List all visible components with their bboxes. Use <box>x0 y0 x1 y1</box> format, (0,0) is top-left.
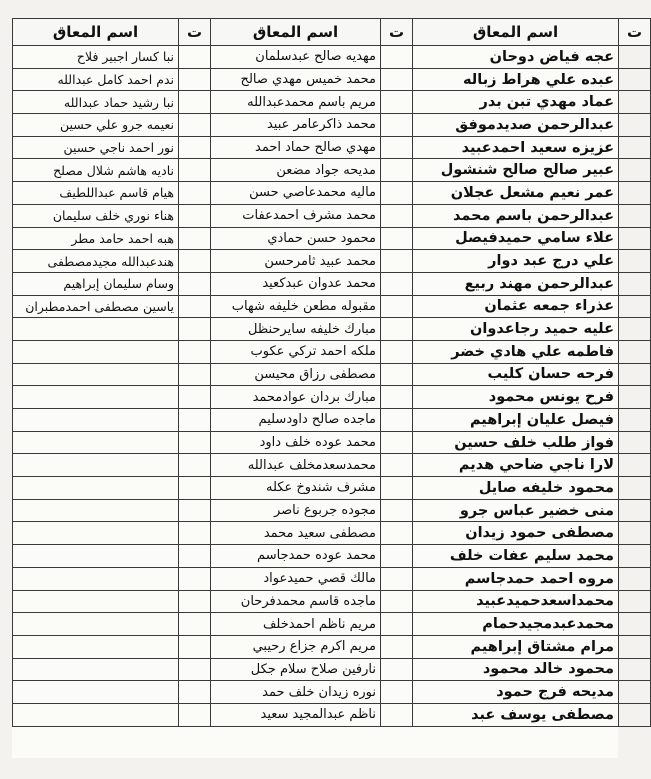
name-cell: فاطمه علي هادي خضر <box>413 340 619 363</box>
name-cell: نبا رشيد حماد عبدالله <box>13 91 179 114</box>
name-cell <box>13 703 179 726</box>
name-cell: عزيزه سعيد احمدعبيد <box>413 136 619 159</box>
name-cell: محمداسعدحميدعبيد <box>413 590 619 613</box>
name-cell: ملكه احمد تركي عكوب <box>211 340 381 363</box>
row-number-cell <box>619 658 651 681</box>
name-cell: هيام قاسم عبداللطيف <box>13 182 179 205</box>
name-cell: علاء سامي حميدفيصل <box>413 227 619 250</box>
row-number-cell <box>381 182 413 205</box>
name-cell: مريم اكرم جزاع رحيبي <box>211 635 381 658</box>
row-number-cell <box>381 250 413 273</box>
name-cell: مروه احمد حمدجاسم <box>413 567 619 590</box>
name-cell: مصطفى حمود زيدان <box>413 522 619 545</box>
name-cell <box>13 590 179 613</box>
name-cell: ناظم عبدالمجيد سعيد <box>211 703 381 726</box>
row-number-cell <box>179 409 211 432</box>
row-number-cell <box>179 454 211 477</box>
name-cell: مجوده جربوع ناصر <box>211 499 381 522</box>
row-number-cell <box>179 431 211 454</box>
row-number-cell <box>179 227 211 250</box>
name-cell <box>13 386 179 409</box>
table-row <box>13 635 651 658</box>
name-cell <box>13 681 179 704</box>
row-number-cell <box>179 499 211 522</box>
table-row <box>13 272 651 295</box>
name-cell: فواز طلب خلف حسين <box>413 431 619 454</box>
table-row <box>13 363 651 386</box>
name-cell: فيصل عليان إبراهيم <box>413 409 619 432</box>
name-cell: ندم احمد كامل عبدالله <box>13 68 179 91</box>
row-number-cell <box>179 182 211 205</box>
row-number-cell <box>381 159 413 182</box>
row-number-cell <box>619 454 651 477</box>
row-number-cell <box>381 114 413 137</box>
name-cell: مصطفى يوسف عبد <box>413 703 619 726</box>
row-number-cell <box>381 613 413 636</box>
row-number-cell <box>179 681 211 704</box>
name-cell <box>13 318 179 341</box>
name-cell <box>13 499 179 522</box>
name-cell: مشرف شندوخ عكله <box>211 477 381 500</box>
name-cell: هندعبدالله مجيدمصطفى <box>13 250 179 273</box>
row-number-cell <box>381 522 413 545</box>
row-number-cell <box>381 91 413 114</box>
name-cell: عماد مهدي تبن بدر <box>413 91 619 114</box>
table-row <box>13 295 651 318</box>
row-number-cell <box>179 295 211 318</box>
table-row <box>13 182 651 205</box>
row-number-cell <box>179 703 211 726</box>
name-cell: مقبوله مطعن خليفه شهاب <box>211 295 381 318</box>
name-cell: محمود خليفه صايل <box>413 477 619 500</box>
row-number-cell <box>619 635 651 658</box>
table-row <box>13 681 651 704</box>
row-number-cell <box>381 386 413 409</box>
name-cell: علي درج عبد دوار <box>413 250 619 273</box>
name-cell: عبير صالح صالح شنشول <box>413 159 619 182</box>
row-number-cell <box>381 454 413 477</box>
table-row <box>13 136 651 159</box>
table-row <box>13 545 651 568</box>
name-cell: نبا كسار اجبير فلاح <box>13 46 179 69</box>
table-row <box>13 340 651 363</box>
name-cell: عليه حميد رجاعدوان <box>413 318 619 341</box>
row-number-cell <box>619 567 651 590</box>
row-number-cell <box>381 499 413 522</box>
table-row <box>13 409 651 432</box>
table-row <box>13 613 651 636</box>
table-row <box>13 114 651 137</box>
name-cell: نارفين صلاح سلام جكل <box>211 658 381 681</box>
name-cell <box>13 477 179 500</box>
row-number-cell <box>381 136 413 159</box>
row-number-cell <box>381 68 413 91</box>
row-number-cell <box>381 703 413 726</box>
row-number-cell <box>619 522 651 545</box>
names-table <box>12 18 651 727</box>
row-number-cell <box>179 91 211 114</box>
table-row <box>13 159 651 182</box>
row-number-cell <box>619 91 651 114</box>
header-t-1: ت <box>619 19 651 46</box>
name-cell: عبده علي هراط زباله <box>413 68 619 91</box>
name-cell <box>13 340 179 363</box>
name-cell: فرحه حسان كليب <box>413 363 619 386</box>
row-number-cell <box>381 204 413 227</box>
row-number-cell <box>179 567 211 590</box>
row-number-cell <box>619 295 651 318</box>
header-t-3: ت <box>179 19 211 46</box>
name-cell: محمد عبيد ثامرحسن <box>211 250 381 273</box>
name-cell <box>13 409 179 432</box>
name-cell: مديحه فرج حمود <box>413 681 619 704</box>
name-cell: مالك قصي حميدعواد <box>211 567 381 590</box>
row-number-cell <box>179 386 211 409</box>
name-cell: محمود خالد محمود <box>413 658 619 681</box>
row-number-cell <box>179 635 211 658</box>
name-cell <box>13 545 179 568</box>
row-number-cell <box>619 590 651 613</box>
row-number-cell <box>619 386 651 409</box>
name-cell <box>13 454 179 477</box>
row-number-cell <box>179 477 211 500</box>
name-cell <box>13 567 179 590</box>
row-number-cell <box>619 363 651 386</box>
name-cell <box>13 363 179 386</box>
table-row <box>13 68 651 91</box>
name-cell: مهدي صالح حماد احمد <box>211 136 381 159</box>
row-number-cell <box>381 409 413 432</box>
row-number-cell <box>179 136 211 159</box>
row-number-cell <box>619 136 651 159</box>
row-number-cell <box>381 272 413 295</box>
row-number-cell <box>619 703 651 726</box>
name-cell: مبارك خليفه سايرحنظل <box>211 318 381 341</box>
name-cell: محمد ذاكرعامر عبيد <box>211 114 381 137</box>
row-number-cell <box>619 477 651 500</box>
table-row <box>13 386 651 409</box>
name-cell: ماجده قاسم محمدفرحان <box>211 590 381 613</box>
header-t-2: ت <box>381 19 413 46</box>
name-cell: ماليه محمدعاصي حسن <box>211 182 381 205</box>
row-number-cell <box>381 635 413 658</box>
name-cell: مريم ناظم احمدخلف <box>211 613 381 636</box>
header-row <box>13 19 651 46</box>
row-number-cell <box>179 613 211 636</box>
name-cell: محمد عوده حمدجاسم <box>211 545 381 568</box>
row-number-cell <box>619 114 651 137</box>
row-number-cell <box>179 590 211 613</box>
row-number-cell <box>179 658 211 681</box>
row-number-cell <box>381 658 413 681</box>
name-cell <box>13 613 179 636</box>
name-cell <box>13 658 179 681</box>
table-row <box>13 454 651 477</box>
table-row <box>13 522 651 545</box>
row-number-cell <box>179 159 211 182</box>
name-cell <box>13 635 179 658</box>
table-row <box>13 658 651 681</box>
name-cell: عذراء جمعه عثمان <box>413 295 619 318</box>
name-cell: وسام سليمان إبراهيم <box>13 272 179 295</box>
row-number-cell <box>619 227 651 250</box>
name-cell: عبدالرحمن صديدموفق <box>413 114 619 137</box>
name-cell: مصطفى رزاق محيسن <box>211 363 381 386</box>
name-cell: محمد سليم عفات خلف <box>413 545 619 568</box>
name-cell: مبارك بردان عوادمحمد <box>211 386 381 409</box>
row-number-cell <box>381 545 413 568</box>
row-number-cell <box>619 340 651 363</box>
table-row <box>13 567 651 590</box>
row-number-cell <box>619 272 651 295</box>
row-number-cell <box>619 499 651 522</box>
name-cell: محمدسعدمخلف عبدالله <box>211 454 381 477</box>
name-cell: عبدالرحمن باسم محمد <box>413 204 619 227</box>
name-cell: منى خضير عباس جرو <box>413 499 619 522</box>
row-number-cell <box>179 46 211 69</box>
name-cell <box>13 522 179 545</box>
table-row <box>13 703 651 726</box>
table-row <box>13 477 651 500</box>
row-number-cell <box>179 250 211 273</box>
name-cell: عمر نعيم مشعل عجلان <box>413 182 619 205</box>
name-cell: محمدعبدمجيدحمام <box>413 613 619 636</box>
name-cell: نور احمد ناجي حسين <box>13 136 179 159</box>
name-cell: مديحه جواد مضعن <box>211 159 381 182</box>
row-number-cell <box>619 68 651 91</box>
row-number-cell <box>619 204 651 227</box>
name-cell: مرام مشتاق إبراهيم <box>413 635 619 658</box>
table-row <box>13 250 651 273</box>
row-number-cell <box>381 318 413 341</box>
row-number-cell <box>619 318 651 341</box>
table-row <box>13 318 651 341</box>
row-number-cell <box>381 590 413 613</box>
header-name-2: اسم المعاق <box>211 19 381 46</box>
name-cell: هبه احمد حامد مطر <box>13 227 179 250</box>
row-number-cell <box>179 522 211 545</box>
row-number-cell <box>179 114 211 137</box>
name-cell: محمد عوده خلف داود <box>211 431 381 454</box>
name-cell: محمد عدوان عبدكعيد <box>211 272 381 295</box>
table-row <box>13 227 651 250</box>
name-cell: نوره زيدان خلف حمد <box>211 681 381 704</box>
row-number-cell <box>179 272 211 295</box>
row-number-cell <box>179 318 211 341</box>
row-number-cell <box>179 68 211 91</box>
name-cell: هناء نوري خلف سليمان <box>13 204 179 227</box>
row-number-cell <box>381 477 413 500</box>
row-number-cell <box>179 363 211 386</box>
name-cell: مصطفى سعيد محمد <box>211 522 381 545</box>
document-sheet <box>12 18 643 758</box>
row-number-cell <box>619 159 651 182</box>
row-number-cell <box>619 250 651 273</box>
row-number-cell <box>179 545 211 568</box>
row-number-cell <box>179 340 211 363</box>
name-cell: عبدالرحمن مهند ربيع <box>413 272 619 295</box>
row-number-cell <box>619 182 651 205</box>
header-name-3: اسم المعاق <box>13 19 179 46</box>
table-row <box>13 590 651 613</box>
name-cell: لارا ناجي ضاحي هديم <box>413 454 619 477</box>
header-name-1: اسم المعاق <box>413 19 619 46</box>
row-number-cell <box>179 204 211 227</box>
row-number-cell <box>381 340 413 363</box>
row-number-cell <box>381 363 413 386</box>
row-number-cell <box>619 46 651 69</box>
name-cell: ماجده صالح داودسليم <box>211 409 381 432</box>
name-cell: فرح يونس محمود <box>413 386 619 409</box>
row-number-cell <box>381 227 413 250</box>
row-number-cell <box>381 46 413 69</box>
row-number-cell <box>381 431 413 454</box>
table-row <box>13 46 651 69</box>
name-cell <box>13 431 179 454</box>
name-cell: محمد خميس مهدي صالح <box>211 68 381 91</box>
name-cell: محمود حسن حمادي <box>211 227 381 250</box>
name-cell: عجه فياض دوحان <box>413 46 619 69</box>
name-cell: محمد مشرف احمدعفات <box>211 204 381 227</box>
row-number-cell <box>619 409 651 432</box>
table-body <box>13 46 651 727</box>
name-cell: نعيمه جرو علي حسين <box>13 114 179 137</box>
row-number-cell <box>619 545 651 568</box>
row-number-cell <box>619 681 651 704</box>
table-row <box>13 499 651 522</box>
table-row <box>13 91 651 114</box>
table-row <box>13 204 651 227</box>
row-number-cell <box>619 431 651 454</box>
row-number-cell <box>619 613 651 636</box>
row-number-cell <box>381 681 413 704</box>
name-cell: مريم باسم محمدعبدالله <box>211 91 381 114</box>
name-cell: مهديه صالح عبدسلمان <box>211 46 381 69</box>
row-number-cell <box>381 567 413 590</box>
table-row <box>13 431 651 454</box>
name-cell: ناديه هاشم شلال مصلح <box>13 159 179 182</box>
name-cell: ياسين مصطفى احمدمطبران <box>13 295 179 318</box>
row-number-cell <box>381 295 413 318</box>
